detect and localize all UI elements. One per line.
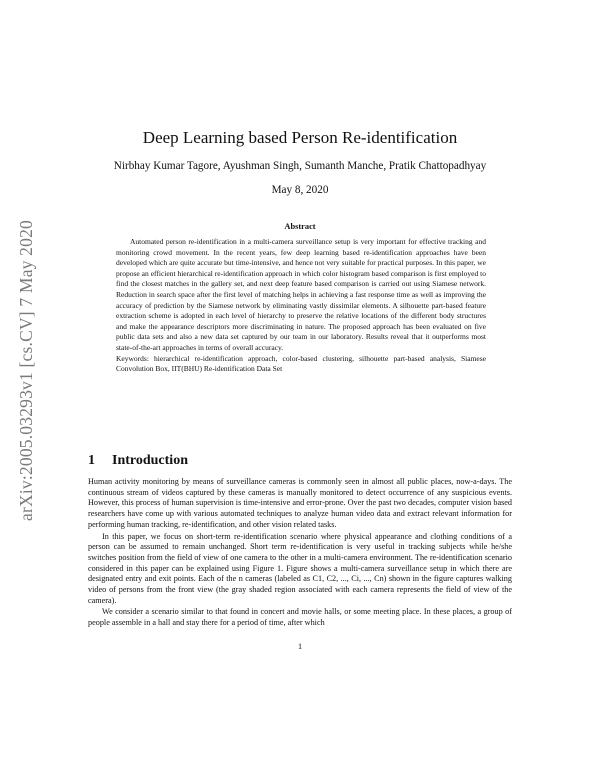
arxiv-identifier-text: arXiv:2005.03293v1 [cs.CV] 7 May 2020 (15, 219, 36, 521)
introduction-body (88, 477, 512, 630)
section-heading-introduction (88, 453, 512, 469)
abstract-block (116, 237, 486, 375)
paper-authors: Nirbhay Kumar Tagore, Ayushman Singh, Sumanth Manche, Pratik Chattopadhyay (113, 160, 487, 172)
abstract-keywords: Keywords: hierarchical re-identification approach, color-based clustering, silhouette part-based analysis, Siamese Convolution Box, IIT(BHU) Re-identification Data Set (116, 353, 486, 374)
page-number: 1 (297, 642, 303, 651)
arxiv-identifier-stamp (10, 180, 42, 560)
intro-paragraph-2: In this paper, we focus on short-term re-identification scenario where physical appearance and clothing conditions of a person can be assumed to remain unchanged. Short term re-identification is very useful in tracking subjects while he/she switches position from the field of view of one camera to the other in a multi-camera environment. The re-identification scenario considered in this paper can be explained using Figure 1. Figure shows a multi-camera surveillance setup in which there are designated entry and exit points. Each of the n cameras (labeled as C1, C2, ..., Ci, ..., Cn) shown in the figure captures walking video of persons from the front view (the gray shaded region associated with each camera represents the field of view of the camera). (88, 531, 512, 605)
section-number: 1 (88, 453, 95, 468)
abstract-heading: Abstract (284, 222, 316, 231)
abstract-body: Automated person re-identification in a multi-camera surveillance setup is very important for effective tracking and monitoring crowd movement. In the recent years, few deep learning based re-identification approaches have been developed which are quite accurate but time-intensive, and hence not very suitable for practical purposes. In this paper, we propose an efficient hierarchical re-identification approach in which color histogram based comparison is first employed to find the closest matches in the gallery set, and next deep feature based comparison is carried out using Siamese network. Reduction in search space after the first level of matching helps in achieving a fast response time as well as improving the accuracy of prediction by the Siamese network by eliminating vastly dissimilar elements. A silhouette part-based feature extraction scheme is adopted in each level of hierarchy to preserve the relative locations of the different body structures and make the appearance descriptors more discriminating in nature. The proposed approach has been evaluated on five public data sets and also a new data set captured by our team in our laboratory. Results reveal that it outperforms most state-of-the-art approaches in terms of overall accuracy. (116, 237, 486, 352)
intro-paragraph-3: We consider a scenario similar to that found in concert and movie halls, or some meeting place. In these places, a group of people assemble in a hall and stay there for a period of time, after which (88, 607, 512, 628)
paper-title: Deep Learning based Person Re-identification (142, 128, 458, 147)
intro-paragraph-1: Human activity monitoring by means of surveillance cameras is commonly seen in almost all public places, now-a-days. The continuous stream of videos captured by these cameras is manually monitored to detect occurrence of any suspicious events. However, this process of human supervision is time-intensive and error-prone. Over the past two decades, computer vision based researchers have come up with various automated techniques to analyze human video data and extract relevant information for performing human tracking, re-identification, and other vision related tasks. (88, 477, 512, 529)
section-title: Introduction (112, 453, 188, 468)
paper-date: May 8, 2020 (271, 184, 329, 196)
